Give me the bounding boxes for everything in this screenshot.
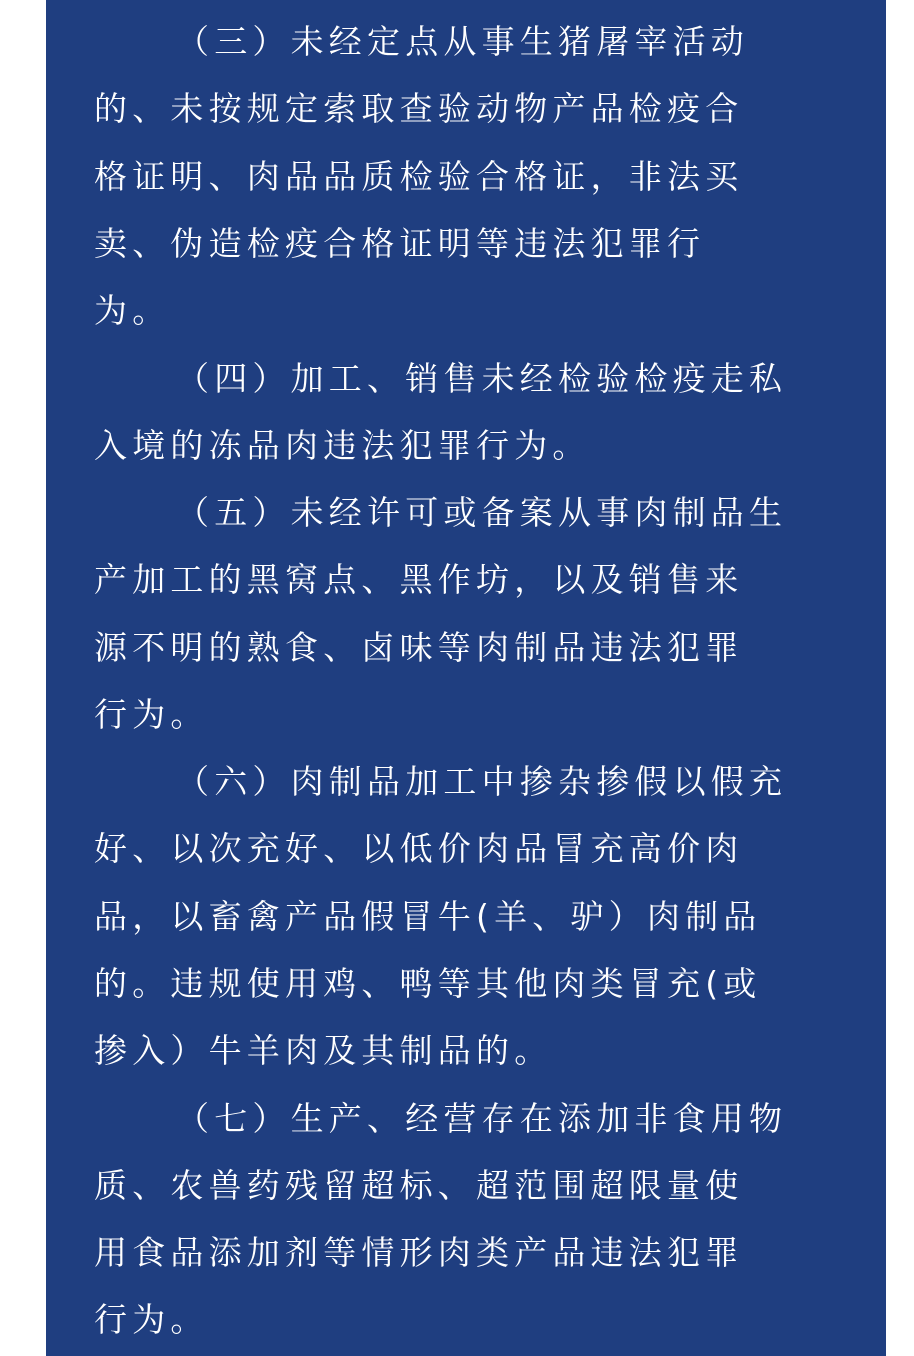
- paragraph-5-line-3: 源不明的熟食、卤味等肉制品违法犯罪: [94, 628, 744, 667]
- paragraph-6-line-3: 品，以畜禽产品假冒牛(羊、驴）肉制品: [94, 897, 762, 936]
- paragraph-5-line-2: 产加工的黑窝点、黑作坊，以及销售来: [94, 560, 744, 599]
- paragraph-5-line-4: 行为。: [94, 695, 209, 734]
- paragraph-3-line-4: 卖、伪造检疫合格证明等违法犯罪行: [94, 224, 706, 263]
- paragraph-3-line-2: 的、未按规定索取查验动物产品检疫合: [94, 89, 744, 128]
- paragraph-7-line-1: （七）生产、经营存在添加非食用物: [176, 1099, 788, 1138]
- paragraph-4-line-1: （四）加工、销售未经检验检疫走私: [176, 359, 788, 398]
- paragraph-7-line-2: 质、农兽药残留超标、超范围超限量使: [94, 1166, 744, 1205]
- paragraph-6-line-2: 好、以次充好、以低价肉品冒充高价肉: [94, 829, 744, 868]
- paragraph-3-line-1: （三）未经定点从事生猪屠宰活动: [176, 22, 749, 61]
- paragraph-4-line-2: 入境的冻品肉违法犯罪行为。: [94, 426, 591, 465]
- document-panel: [46, 0, 886, 1356]
- paragraph-6-line-5: 掺入）牛羊肉及其制品的。: [94, 1031, 553, 1070]
- paragraph-3-line-3: 格证明、肉品品质检验合格证，非法买: [94, 157, 744, 196]
- paragraph-7-line-3: 用食品添加剂等情形肉类产品违法犯罪: [94, 1233, 744, 1272]
- paragraph-5-line-1: （五）未经许可或备案从事肉制品生: [176, 493, 788, 532]
- paragraph-6-line-1: （六）肉制品加工中掺杂掺假以假充: [176, 762, 788, 801]
- paragraph-6-line-4: 的。违规使用鸡、鸭等其他肉类冒充(或: [94, 964, 762, 1003]
- paragraph-7-line-4: 行为。: [94, 1300, 209, 1339]
- paragraph-3-line-5: 为。: [94, 291, 171, 330]
